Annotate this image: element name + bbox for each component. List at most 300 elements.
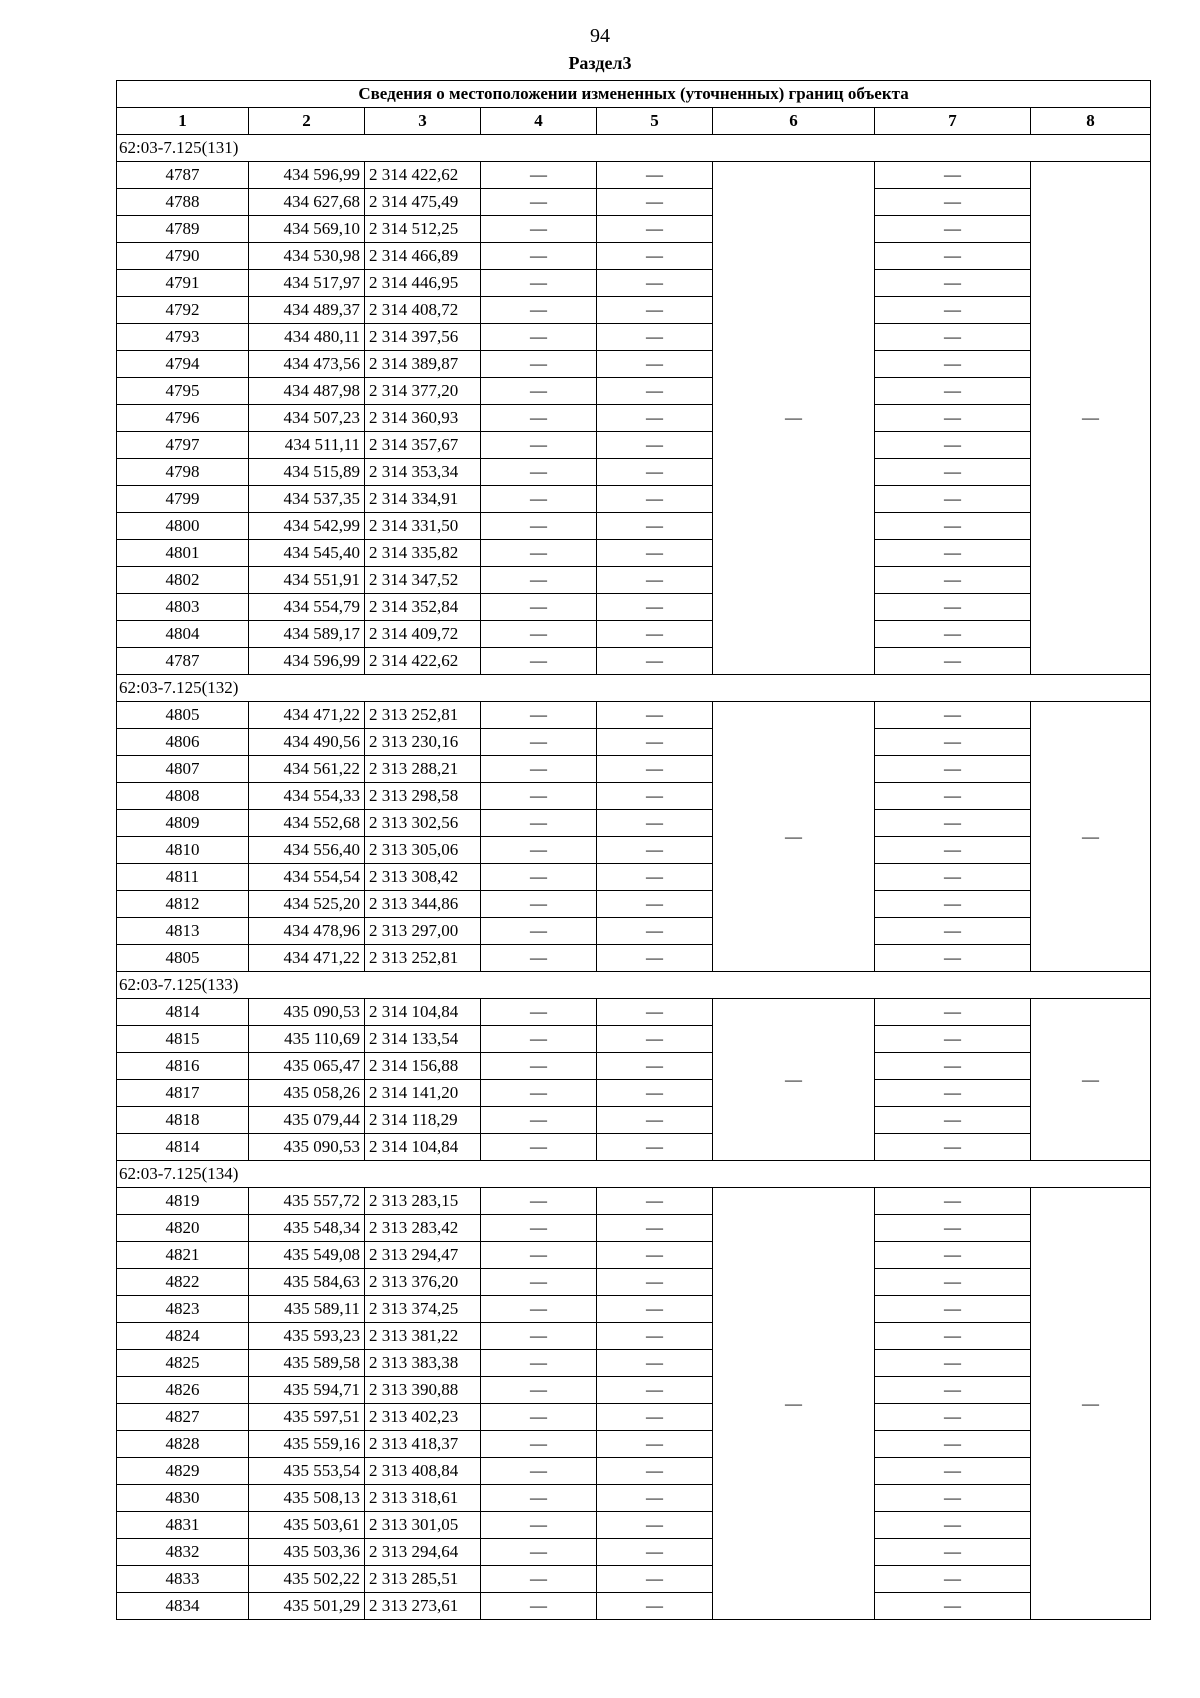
- col4-dash-cell: —: [481, 837, 597, 864]
- col7-dash-cell: —: [875, 1404, 1031, 1431]
- col8-merged-dash-cell: —: [1031, 702, 1151, 972]
- table-row: [117, 756, 1151, 783]
- x-coordinate-cell: 435 079,44: [249, 1107, 365, 1134]
- col5-dash-cell: —: [597, 405, 713, 432]
- point-number-cell: 4794: [117, 351, 249, 378]
- x-coordinate-cell: 435 589,11: [249, 1296, 365, 1323]
- col4-dash-cell: —: [481, 1053, 597, 1080]
- x-coordinate-cell: 434 596,99: [249, 162, 365, 189]
- x-coordinate-cell: 435 597,51: [249, 1404, 365, 1431]
- col4-dash-cell: —: [481, 918, 597, 945]
- x-coordinate-cell: 434 507,23: [249, 405, 365, 432]
- y-coordinate-cell: 2 313 374,25: [365, 1296, 481, 1323]
- col4-dash-cell: —: [481, 648, 597, 675]
- table-row: [117, 378, 1151, 405]
- col7-dash-cell: —: [875, 162, 1031, 189]
- group-header-row: [117, 675, 1151, 702]
- col7-dash-cell: —: [875, 648, 1031, 675]
- col4-dash-cell: —: [481, 1458, 597, 1485]
- y-coordinate-cell: 2 313 305,06: [365, 837, 481, 864]
- y-coordinate-cell: 2 314 118,29: [365, 1107, 481, 1134]
- y-coordinate-cell: 2 313 252,81: [365, 702, 481, 729]
- col5-dash-cell: —: [597, 810, 713, 837]
- table-row: [117, 351, 1151, 378]
- point-number-cell: 4800: [117, 513, 249, 540]
- col5-dash-cell: —: [597, 459, 713, 486]
- y-coordinate-cell: 2 313 301,05: [365, 1512, 481, 1539]
- x-coordinate-cell: 435 090,53: [249, 999, 365, 1026]
- col4-dash-cell: —: [481, 405, 597, 432]
- table-row: [117, 729, 1151, 756]
- col4-dash-cell: —: [481, 1242, 597, 1269]
- point-number-cell: 4789: [117, 216, 249, 243]
- x-coordinate-cell: 434 569,10: [249, 216, 365, 243]
- x-coordinate-cell: 435 584,63: [249, 1269, 365, 1296]
- col7-dash-cell: —: [875, 702, 1031, 729]
- boundary-coordinates-table: [116, 80, 1151, 1620]
- column-header: 6: [713, 108, 875, 135]
- col7-dash-cell: —: [875, 1242, 1031, 1269]
- y-coordinate-cell: 2 313 297,00: [365, 918, 481, 945]
- col7-dash-cell: —: [875, 810, 1031, 837]
- col5-dash-cell: —: [597, 594, 713, 621]
- y-coordinate-cell: 2 314 141,20: [365, 1080, 481, 1107]
- point-number-cell: 4813: [117, 918, 249, 945]
- x-coordinate-cell: 435 553,54: [249, 1458, 365, 1485]
- col4-dash-cell: —: [481, 756, 597, 783]
- x-coordinate-cell: 434 478,96: [249, 918, 365, 945]
- col4-dash-cell: —: [481, 351, 597, 378]
- table-row: [117, 567, 1151, 594]
- group-identifier: 62:03-7.125(132): [117, 675, 1151, 702]
- col4-dash-cell: —: [481, 702, 597, 729]
- x-coordinate-cell: 435 065,47: [249, 1053, 365, 1080]
- table-row: [117, 459, 1151, 486]
- col7-dash-cell: —: [875, 1188, 1031, 1215]
- y-coordinate-cell: 2 313 294,47: [365, 1242, 481, 1269]
- table-row: [117, 297, 1151, 324]
- col4-dash-cell: —: [481, 1566, 597, 1593]
- table-row: [117, 1107, 1151, 1134]
- col4-dash-cell: —: [481, 810, 597, 837]
- table-row: [117, 1080, 1151, 1107]
- table-row: [117, 1134, 1151, 1161]
- table-row: [117, 945, 1151, 972]
- point-number-cell: 4828: [117, 1431, 249, 1458]
- y-coordinate-cell: 2 313 273,61: [365, 1593, 481, 1620]
- table-row: [117, 1485, 1151, 1512]
- table-row: [117, 243, 1151, 270]
- col5-dash-cell: —: [597, 1053, 713, 1080]
- col4-dash-cell: —: [481, 1512, 597, 1539]
- col7-dash-cell: —: [875, 297, 1031, 324]
- table-row: [117, 1323, 1151, 1350]
- y-coordinate-cell: 2 313 390,88: [365, 1377, 481, 1404]
- column-header: 8: [1031, 108, 1151, 135]
- point-number-cell: 4822: [117, 1269, 249, 1296]
- x-coordinate-cell: 435 502,22: [249, 1566, 365, 1593]
- point-number-cell: 4826: [117, 1377, 249, 1404]
- y-coordinate-cell: 2 314 347,52: [365, 567, 481, 594]
- table-row: [117, 1512, 1151, 1539]
- col7-dash-cell: —: [875, 540, 1031, 567]
- point-number-cell: 4793: [117, 324, 249, 351]
- col7-dash-cell: —: [875, 432, 1031, 459]
- col5-dash-cell: —: [597, 1026, 713, 1053]
- x-coordinate-cell: 434 530,98: [249, 243, 365, 270]
- table-row: [117, 1377, 1151, 1404]
- y-coordinate-cell: 2 313 308,42: [365, 864, 481, 891]
- x-coordinate-cell: 434 487,98: [249, 378, 365, 405]
- table-row: [117, 648, 1151, 675]
- col7-dash-cell: —: [875, 1026, 1031, 1053]
- x-coordinate-cell: 435 559,16: [249, 1431, 365, 1458]
- x-coordinate-cell: 435 593,23: [249, 1323, 365, 1350]
- col7-dash-cell: —: [875, 486, 1031, 513]
- y-coordinate-cell: 2 314 331,50: [365, 513, 481, 540]
- col5-dash-cell: —: [597, 1431, 713, 1458]
- x-coordinate-cell: 435 594,71: [249, 1377, 365, 1404]
- table-row: [117, 405, 1151, 432]
- x-coordinate-cell: 434 471,22: [249, 702, 365, 729]
- table-body: [117, 135, 1151, 1620]
- point-number-cell: 4825: [117, 1350, 249, 1377]
- col5-dash-cell: —: [597, 216, 713, 243]
- point-number-cell: 4803: [117, 594, 249, 621]
- x-coordinate-cell: 434 542,99: [249, 513, 365, 540]
- group-identifier: 62:03-7.125(131): [117, 135, 1151, 162]
- y-coordinate-cell: 2 314 397,56: [365, 324, 481, 351]
- table-row: [117, 540, 1151, 567]
- col7-dash-cell: —: [875, 189, 1031, 216]
- col4-dash-cell: —: [481, 486, 597, 513]
- y-coordinate-cell: 2 314 360,93: [365, 405, 481, 432]
- col7-dash-cell: —: [875, 216, 1031, 243]
- point-number-cell: 4815: [117, 1026, 249, 1053]
- col7-dash-cell: —: [875, 594, 1031, 621]
- table-row: [117, 189, 1151, 216]
- point-number-cell: 4805: [117, 945, 249, 972]
- table-row: [117, 999, 1151, 1026]
- col7-dash-cell: —: [875, 1431, 1031, 1458]
- col5-dash-cell: —: [597, 378, 713, 405]
- y-coordinate-cell: 2 314 466,89: [365, 243, 481, 270]
- point-number-cell: 4827: [117, 1404, 249, 1431]
- col5-dash-cell: —: [597, 567, 713, 594]
- point-number-cell: 4829: [117, 1458, 249, 1485]
- col4-dash-cell: —: [481, 1215, 597, 1242]
- point-number-cell: 4824: [117, 1323, 249, 1350]
- y-coordinate-cell: 2 313 376,20: [365, 1269, 481, 1296]
- col7-dash-cell: —: [875, 1539, 1031, 1566]
- y-coordinate-cell: 2 313 230,16: [365, 729, 481, 756]
- col4-dash-cell: —: [481, 216, 597, 243]
- y-coordinate-cell: 2 313 344,86: [365, 891, 481, 918]
- col7-dash-cell: —: [875, 999, 1031, 1026]
- col4-dash-cell: —: [481, 999, 597, 1026]
- col7-dash-cell: —: [875, 351, 1031, 378]
- col7-dash-cell: —: [875, 1593, 1031, 1620]
- x-coordinate-cell: 434 490,56: [249, 729, 365, 756]
- col7-dash-cell: —: [875, 513, 1031, 540]
- y-coordinate-cell: 2 314 377,20: [365, 378, 481, 405]
- point-number-cell: 4804: [117, 621, 249, 648]
- y-coordinate-cell: 2 313 252,81: [365, 945, 481, 972]
- col8-merged-dash-cell: —: [1031, 162, 1151, 675]
- col5-dash-cell: —: [597, 648, 713, 675]
- point-number-cell: 4816: [117, 1053, 249, 1080]
- point-number-cell: 4798: [117, 459, 249, 486]
- point-number-cell: 4831: [117, 1512, 249, 1539]
- table-row: [117, 621, 1151, 648]
- col4-dash-cell: —: [481, 1323, 597, 1350]
- col4-dash-cell: —: [481, 432, 597, 459]
- col5-dash-cell: —: [597, 486, 713, 513]
- table-row: [117, 1053, 1151, 1080]
- point-number-cell: 4792: [117, 297, 249, 324]
- x-coordinate-cell: 435 589,58: [249, 1350, 365, 1377]
- col5-dash-cell: —: [597, 1350, 713, 1377]
- col5-dash-cell: —: [597, 1269, 713, 1296]
- point-number-cell: 4817: [117, 1080, 249, 1107]
- col7-dash-cell: —: [875, 1350, 1031, 1377]
- x-coordinate-cell: 435 058,26: [249, 1080, 365, 1107]
- col7-dash-cell: —: [875, 243, 1031, 270]
- y-coordinate-cell: 2 314 409,72: [365, 621, 481, 648]
- col5-dash-cell: —: [597, 432, 713, 459]
- col7-dash-cell: —: [875, 891, 1031, 918]
- col5-dash-cell: —: [597, 1188, 713, 1215]
- point-number-cell: 4812: [117, 891, 249, 918]
- col5-dash-cell: —: [597, 891, 713, 918]
- page-number: 94: [590, 25, 610, 47]
- table-row: [117, 1566, 1151, 1593]
- col7-dash-cell: —: [875, 1053, 1031, 1080]
- y-coordinate-cell: 2 314 133,54: [365, 1026, 481, 1053]
- table-row: [117, 513, 1151, 540]
- group-header-row: [117, 1161, 1151, 1188]
- point-number-cell: 4807: [117, 756, 249, 783]
- y-coordinate-cell: 2 313 302,56: [365, 810, 481, 837]
- y-coordinate-cell: 2 314 156,88: [365, 1053, 481, 1080]
- col7-dash-cell: —: [875, 567, 1031, 594]
- table-row: [117, 486, 1151, 513]
- col5-dash-cell: —: [597, 864, 713, 891]
- y-coordinate-cell: 2 313 418,37: [365, 1431, 481, 1458]
- col5-dash-cell: —: [597, 297, 713, 324]
- col4-dash-cell: —: [481, 540, 597, 567]
- col4-dash-cell: —: [481, 243, 597, 270]
- y-coordinate-cell: 2 314 352,84: [365, 594, 481, 621]
- point-number-cell: 4809: [117, 810, 249, 837]
- table-row: [117, 918, 1151, 945]
- col4-dash-cell: —: [481, 729, 597, 756]
- column-header: 3: [365, 108, 481, 135]
- section-title: Раздел3: [568, 53, 632, 73]
- col5-dash-cell: —: [597, 1215, 713, 1242]
- x-coordinate-cell: 435 549,08: [249, 1242, 365, 1269]
- x-coordinate-cell: 434 551,91: [249, 567, 365, 594]
- col7-dash-cell: —: [875, 1296, 1031, 1323]
- col4-dash-cell: —: [481, 270, 597, 297]
- point-number-cell: 4814: [117, 999, 249, 1026]
- x-coordinate-cell: 434 554,33: [249, 783, 365, 810]
- group-header-row: [117, 972, 1151, 999]
- col4-dash-cell: —: [481, 567, 597, 594]
- table-row: [117, 270, 1151, 297]
- col7-dash-cell: —: [875, 270, 1031, 297]
- col4-dash-cell: —: [481, 1107, 597, 1134]
- col8-merged-dash-cell: —: [1031, 1188, 1151, 1620]
- x-coordinate-cell: 434 480,11: [249, 324, 365, 351]
- column-header: 5: [597, 108, 713, 135]
- col7-dash-cell: —: [875, 1080, 1031, 1107]
- point-number-cell: 4799: [117, 486, 249, 513]
- y-coordinate-cell: 2 313 283,42: [365, 1215, 481, 1242]
- x-coordinate-cell: 435 508,13: [249, 1485, 365, 1512]
- point-number-cell: 4814: [117, 1134, 249, 1161]
- col4-dash-cell: —: [481, 1188, 597, 1215]
- point-number-cell: 4787: [117, 648, 249, 675]
- col5-dash-cell: —: [597, 1377, 713, 1404]
- y-coordinate-cell: 2 313 285,51: [365, 1566, 481, 1593]
- point-number-cell: 4820: [117, 1215, 249, 1242]
- col5-dash-cell: —: [597, 162, 713, 189]
- table-row: [117, 1188, 1151, 1215]
- y-coordinate-cell: 2 314 422,62: [365, 648, 481, 675]
- y-coordinate-cell: 2 313 288,21: [365, 756, 481, 783]
- x-coordinate-cell: 434 471,22: [249, 945, 365, 972]
- table-row: [117, 783, 1151, 810]
- point-number-cell: 4823: [117, 1296, 249, 1323]
- col7-dash-cell: —: [875, 729, 1031, 756]
- point-number-cell: 4818: [117, 1107, 249, 1134]
- col5-dash-cell: —: [597, 243, 713, 270]
- point-number-cell: 4788: [117, 189, 249, 216]
- col5-dash-cell: —: [597, 1296, 713, 1323]
- table-row: [117, 1242, 1151, 1269]
- col5-dash-cell: —: [597, 999, 713, 1026]
- y-coordinate-cell: 2 314 104,84: [365, 999, 481, 1026]
- group-identifier: 62:03-7.125(133): [117, 972, 1151, 999]
- col7-dash-cell: —: [875, 864, 1031, 891]
- table-row: [117, 216, 1151, 243]
- point-number-cell: 4830: [117, 1485, 249, 1512]
- col7-dash-cell: —: [875, 378, 1031, 405]
- col5-dash-cell: —: [597, 945, 713, 972]
- col6-merged-dash-cell: —: [713, 999, 875, 1161]
- col7-dash-cell: —: [875, 1566, 1031, 1593]
- point-number-cell: 4791: [117, 270, 249, 297]
- x-coordinate-cell: 434 489,37: [249, 297, 365, 324]
- y-coordinate-cell: 2 313 294,64: [365, 1539, 481, 1566]
- x-coordinate-cell: 434 554,79: [249, 594, 365, 621]
- x-coordinate-cell: 435 503,61: [249, 1512, 365, 1539]
- x-coordinate-cell: 435 503,36: [249, 1539, 365, 1566]
- x-coordinate-cell: 434 552,68: [249, 810, 365, 837]
- table-row: [117, 837, 1151, 864]
- y-coordinate-cell: 2 313 383,38: [365, 1350, 481, 1377]
- col5-dash-cell: —: [597, 1593, 713, 1620]
- col5-dash-cell: —: [597, 189, 713, 216]
- point-number-cell: 4805: [117, 702, 249, 729]
- col4-dash-cell: —: [481, 1080, 597, 1107]
- table-row: [117, 594, 1151, 621]
- col8-merged-dash-cell: —: [1031, 999, 1151, 1161]
- x-coordinate-cell: 434 525,20: [249, 891, 365, 918]
- table-row: [117, 1539, 1151, 1566]
- col7-dash-cell: —: [875, 783, 1031, 810]
- col4-dash-cell: —: [481, 1269, 597, 1296]
- point-number-cell: 4797: [117, 432, 249, 459]
- col5-dash-cell: —: [597, 783, 713, 810]
- col6-merged-dash-cell: —: [713, 162, 875, 675]
- col4-dash-cell: —: [481, 891, 597, 918]
- col5-dash-cell: —: [597, 918, 713, 945]
- x-coordinate-cell: 434 511,11: [249, 432, 365, 459]
- x-coordinate-cell: 434 473,56: [249, 351, 365, 378]
- y-coordinate-cell: 2 314 104,84: [365, 1134, 481, 1161]
- col7-dash-cell: —: [875, 405, 1031, 432]
- col7-dash-cell: —: [875, 459, 1031, 486]
- table-row: [117, 1215, 1151, 1242]
- col7-dash-cell: —: [875, 621, 1031, 648]
- point-number-cell: 4790: [117, 243, 249, 270]
- col4-dash-cell: —: [481, 513, 597, 540]
- col5-dash-cell: —: [597, 621, 713, 648]
- col4-dash-cell: —: [481, 459, 597, 486]
- x-coordinate-cell: 434 515,89: [249, 459, 365, 486]
- col5-dash-cell: —: [597, 513, 713, 540]
- point-number-cell: 4808: [117, 783, 249, 810]
- col7-dash-cell: —: [875, 1485, 1031, 1512]
- column-header-row: [117, 108, 1151, 135]
- table-row: [117, 864, 1151, 891]
- col7-dash-cell: —: [875, 1377, 1031, 1404]
- table-row: [117, 891, 1151, 918]
- col4-dash-cell: —: [481, 1485, 597, 1512]
- x-coordinate-cell: 434 596,99: [249, 648, 365, 675]
- col7-dash-cell: —: [875, 1215, 1031, 1242]
- col5-dash-cell: —: [597, 1512, 713, 1539]
- point-number-cell: 4834: [117, 1593, 249, 1620]
- col5-dash-cell: —: [597, 1404, 713, 1431]
- x-coordinate-cell: 435 501,29: [249, 1593, 365, 1620]
- col5-dash-cell: —: [597, 324, 713, 351]
- y-coordinate-cell: 2 314 389,87: [365, 351, 481, 378]
- col4-dash-cell: —: [481, 1026, 597, 1053]
- y-coordinate-cell: 2 313 381,22: [365, 1323, 481, 1350]
- x-coordinate-cell: 434 554,54: [249, 864, 365, 891]
- col4-dash-cell: —: [481, 783, 597, 810]
- col5-dash-cell: —: [597, 1323, 713, 1350]
- col5-dash-cell: —: [597, 1080, 713, 1107]
- col5-dash-cell: —: [597, 1134, 713, 1161]
- x-coordinate-cell: 435 090,53: [249, 1134, 365, 1161]
- col4-dash-cell: —: [481, 189, 597, 216]
- col6-merged-dash-cell: —: [713, 702, 875, 972]
- y-coordinate-cell: 2 313 318,61: [365, 1485, 481, 1512]
- col7-dash-cell: —: [875, 918, 1031, 945]
- col5-dash-cell: —: [597, 756, 713, 783]
- table-row: [117, 1404, 1151, 1431]
- x-coordinate-cell: 434 561,22: [249, 756, 365, 783]
- col7-dash-cell: —: [875, 945, 1031, 972]
- col4-dash-cell: —: [481, 1539, 597, 1566]
- table-row: [117, 1269, 1151, 1296]
- y-coordinate-cell: 2 313 408,84: [365, 1458, 481, 1485]
- col5-dash-cell: —: [597, 837, 713, 864]
